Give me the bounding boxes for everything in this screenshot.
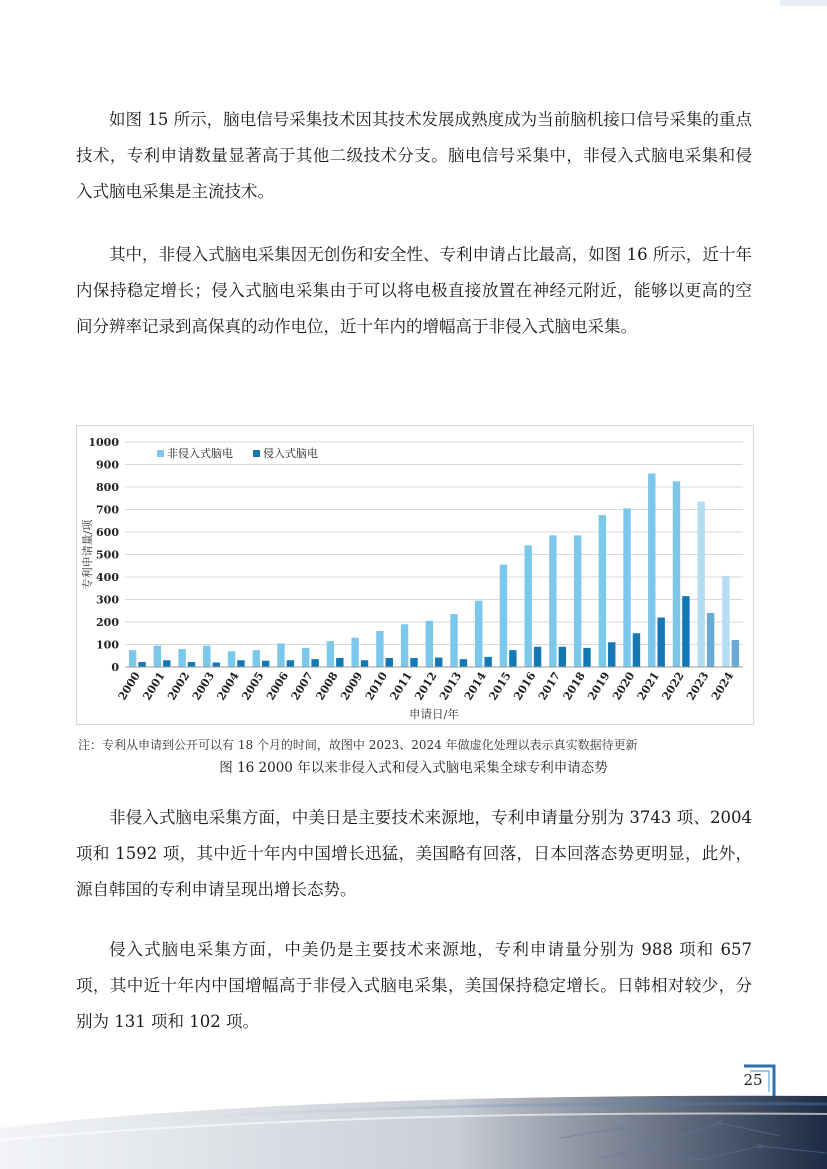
bar-non-invasive bbox=[203, 646, 210, 667]
bar-invasive bbox=[732, 640, 739, 667]
x-tick-label: 2011 bbox=[387, 669, 415, 703]
x-tick-label: 2009 bbox=[338, 669, 366, 703]
x-tick-label: 2003 bbox=[189, 669, 218, 703]
bar-non-invasive bbox=[722, 576, 729, 667]
page-number: 25 bbox=[743, 1071, 763, 1089]
figure-note: 注：专利从申请到公开可以有 18 个月的时间，故图中 2023、2024 年做虚化处理以表示真实数据待更新 bbox=[78, 738, 638, 752]
y-tick-label: 600 bbox=[96, 526, 119, 539]
bar-non-invasive bbox=[623, 508, 630, 667]
bar-non-invasive bbox=[178, 649, 185, 667]
x-tick-label: 2006 bbox=[263, 669, 292, 703]
body-paragraph-4: 侵入式脑电采集方面，中美仍是主要技术来源地，专利申请量分别为 988 项和 657 项，其中近十年内中国增幅高于非侵入式脑电采集，美国保持稳定增长。日韩相对较少，分别为 131 项和 102 项。 bbox=[76, 940, 752, 1031]
bar-non-invasive bbox=[524, 546, 531, 668]
bar-invasive bbox=[682, 596, 689, 667]
x-tick-label: 2012 bbox=[412, 669, 440, 703]
bar-invasive bbox=[262, 661, 269, 667]
bar-non-invasive bbox=[376, 631, 383, 667]
y-tick-label: 300 bbox=[96, 593, 119, 607]
bar-invasive bbox=[484, 657, 491, 667]
y-tick-label: 1000 bbox=[88, 436, 119, 449]
bar-invasive bbox=[534, 647, 541, 667]
x-tick-label: 2005 bbox=[239, 669, 267, 703]
x-tick-label: 2013 bbox=[437, 669, 465, 703]
bar-invasive bbox=[608, 642, 615, 667]
bar-invasive bbox=[138, 662, 145, 667]
bar-non-invasive bbox=[327, 641, 334, 667]
body-paragraph-2: 其中，非侵入式脑电采集因无创伤和安全性、专利申请占比最高，如图 16 所示，近十年内保持稳定增长；侵入式脑电采集由于可以将电极直接放置在神经元附近，能够以更高的空间分辨率记录到高保真的动作电位，近十年内的增幅高于非侵入式脑电采集。 bbox=[76, 245, 752, 336]
x-tick-label: 2010 bbox=[362, 669, 391, 703]
bar-non-invasive bbox=[129, 650, 136, 667]
bar-non-invasive bbox=[450, 614, 457, 667]
bar-non-invasive bbox=[426, 621, 433, 667]
x-axis-label: 申请日/年 bbox=[409, 707, 459, 721]
bar-invasive bbox=[361, 660, 368, 667]
bar-non-invasive bbox=[228, 651, 235, 667]
bar-non-invasive bbox=[351, 638, 358, 667]
y-tick-label: 500 bbox=[96, 548, 119, 562]
bar-invasive bbox=[435, 658, 442, 667]
x-tick-label: 2024 bbox=[708, 669, 737, 703]
x-tick-label: 2022 bbox=[659, 669, 687, 703]
bar-invasive bbox=[237, 660, 244, 667]
chart-canvas bbox=[77, 426, 753, 724]
bar-invasive bbox=[336, 658, 343, 667]
bar-invasive bbox=[559, 647, 566, 667]
bar-invasive bbox=[163, 660, 170, 667]
x-tick-label: 2017 bbox=[535, 669, 564, 703]
figure-caption: 图 16 2000 年以来非侵入式和侵入式脑电采集全球专利申请态势 bbox=[219, 760, 608, 776]
legend-label: 侵入式脑电 bbox=[263, 447, 318, 460]
bar-invasive bbox=[410, 658, 417, 667]
bar-invasive bbox=[509, 650, 516, 667]
y-axis-label: 专利申请量/项 bbox=[81, 519, 94, 590]
x-tick-label: 2008 bbox=[313, 669, 341, 703]
y-tick-label: 400 bbox=[96, 571, 119, 584]
y-tick-label: 700 bbox=[96, 503, 119, 517]
bar-non-invasive bbox=[154, 646, 161, 667]
x-tick-label: 2002 bbox=[165, 669, 193, 703]
x-tick-label: 2000 bbox=[115, 669, 143, 703]
bar-invasive bbox=[386, 658, 393, 667]
y-tick-label: 800 bbox=[96, 481, 119, 494]
patent-trend-chart bbox=[76, 425, 754, 725]
legend-swatch bbox=[157, 450, 164, 457]
body-paragraph-1: 如图 15 所示，脑电信号采集技术因其技术发展成熟度成为当前脑机接口信号采集的重点技术，专利申请数量显著高于其他二级技术分支。脑电信号采集中，非侵入式脑电采集和侵入式脑电采集是主流技术。 bbox=[76, 110, 752, 201]
legend-label: 非侵入式脑电 bbox=[167, 447, 233, 460]
legend-swatch bbox=[253, 450, 260, 457]
body-paragraph-3: 非侵入式脑电采集方面，中美日是主要技术来源地，专利申请量分别为 3743 项、2004 项和 1592 项，其中近十年内中国增长迅猛，美国略有回落，日本回落态势更明显，此外，源自韩国的专利申请呈现出增长态势。 bbox=[76, 808, 752, 899]
bar-non-invasive bbox=[500, 565, 507, 667]
x-tick-label: 2020 bbox=[610, 669, 638, 703]
x-tick-label: 2021 bbox=[634, 669, 663, 703]
x-tick-label: 2014 bbox=[461, 669, 489, 703]
bar-non-invasive bbox=[549, 535, 556, 667]
bar-invasive bbox=[657, 618, 664, 668]
y-tick-label: 100 bbox=[96, 638, 119, 652]
bar-invasive bbox=[583, 648, 590, 667]
bar-non-invasive bbox=[599, 515, 606, 667]
x-tick-label: 2018 bbox=[560, 669, 588, 703]
bar-non-invasive bbox=[253, 650, 260, 667]
bar-non-invasive bbox=[648, 474, 655, 668]
bar-non-invasive bbox=[302, 648, 309, 667]
x-tick-label: 2004 bbox=[214, 669, 242, 703]
y-tick-label: 200 bbox=[96, 616, 119, 629]
bar-invasive bbox=[213, 663, 220, 668]
y-tick-label: 0 bbox=[111, 661, 119, 674]
y-tick-label: 900 bbox=[96, 458, 119, 472]
bar-invasive bbox=[287, 660, 294, 667]
x-tick-label: 2001 bbox=[140, 669, 168, 703]
bar-non-invasive bbox=[698, 502, 705, 667]
bar-non-invasive bbox=[673, 481, 680, 667]
x-tick-label: 2019 bbox=[585, 669, 613, 703]
bar-invasive bbox=[707, 613, 714, 667]
x-tick-label: 2007 bbox=[288, 669, 316, 703]
bar-non-invasive bbox=[401, 624, 408, 667]
bar-invasive bbox=[633, 633, 640, 667]
bar-non-invasive bbox=[475, 601, 482, 667]
bar-non-invasive bbox=[277, 643, 284, 667]
x-tick-label: 2016 bbox=[511, 669, 539, 703]
bar-invasive bbox=[311, 659, 318, 667]
x-tick-label: 2015 bbox=[486, 669, 514, 703]
bar-invasive bbox=[188, 662, 195, 667]
bar-non-invasive bbox=[574, 535, 581, 667]
footer-decoration bbox=[0, 1088, 827, 1169]
header-decoration bbox=[0, 0, 827, 40]
bar-invasive bbox=[460, 659, 467, 667]
x-tick-label: 2023 bbox=[684, 669, 712, 703]
